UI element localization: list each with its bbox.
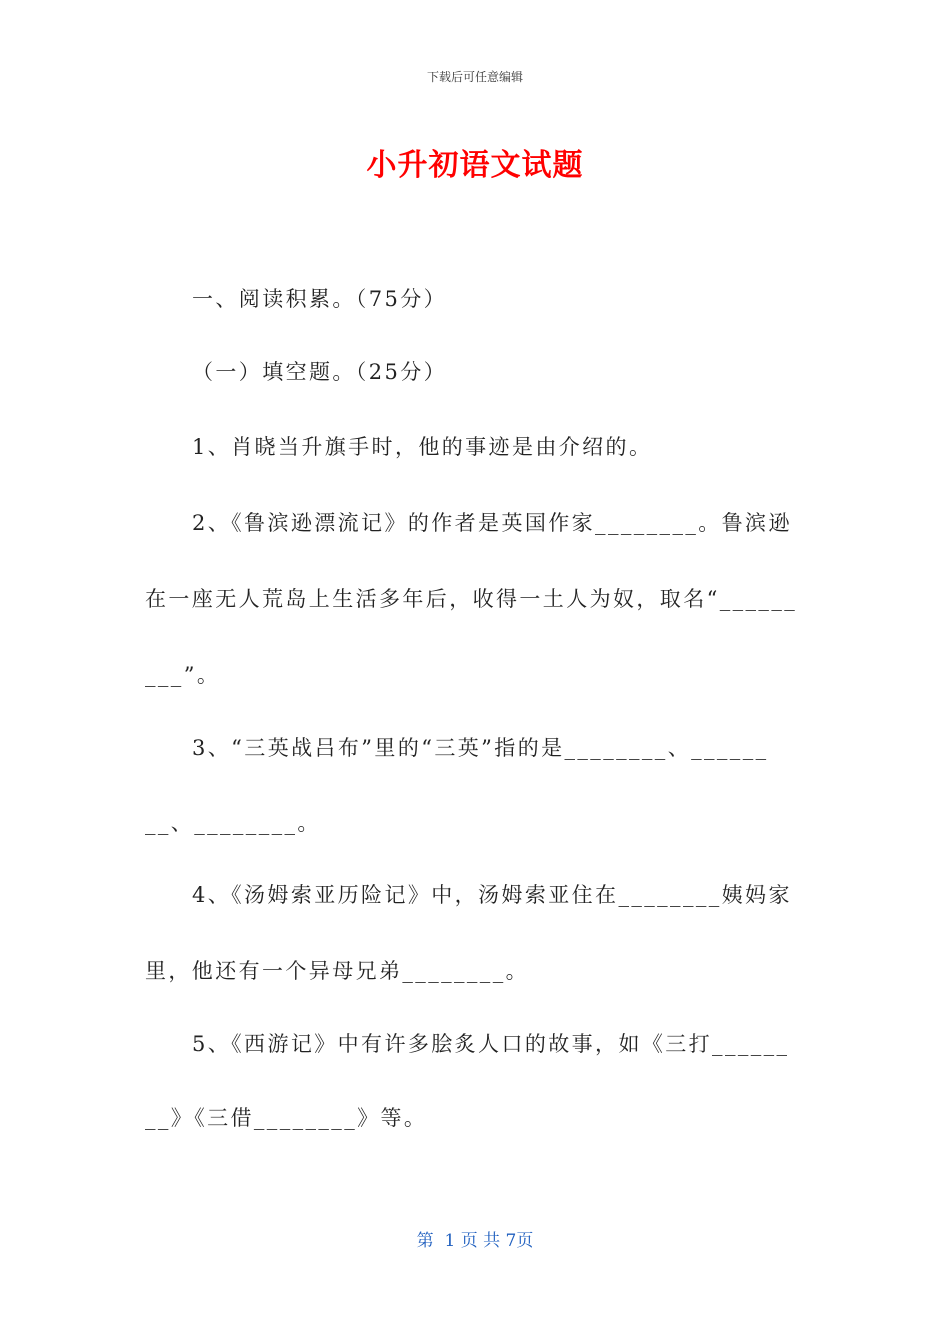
header-note: 下载后可任意编辑: [426, 70, 523, 84]
question-2-line-1: 2、《鲁滨逊漂流记》的作者是英国作家________。鲁滨逊: [192, 511, 792, 535]
question-2-line-3: ___”。: [145, 663, 221, 687]
document-title: 小升初语文试题: [366, 148, 584, 183]
question-1: 1、肖晓当升旗手时，他的事迹是由介绍的。: [192, 435, 653, 459]
question-2-line-2: 在一座无人荒岛上生活多年后，收得一土人为奴，取名“______: [145, 587, 798, 611]
page-footer: 第 1 页 共 7页: [416, 1231, 534, 1251]
question-5-line-2: __》《三借________》等。: [145, 1106, 428, 1130]
question-5-line-1: 5、《西游记》中有许多脍炙人口的故事，如《三打______: [192, 1032, 790, 1056]
question-4-line-2: 里，他还有一个异母兄弟________。: [145, 959, 529, 983]
question-4-line-1: 4、《汤姆索亚历险记》中，汤姆索亚住在________姨妈家: [192, 883, 792, 907]
section-heading: 一、阅读积累。（75分）: [192, 287, 448, 311]
question-3-line-2: __、________。: [145, 811, 321, 835]
question-3-line-1: 3、“三英战吕布”里的“三英”指的是________、______: [192, 736, 769, 760]
subsection-heading: （一）填空题。（25分）: [192, 360, 448, 384]
